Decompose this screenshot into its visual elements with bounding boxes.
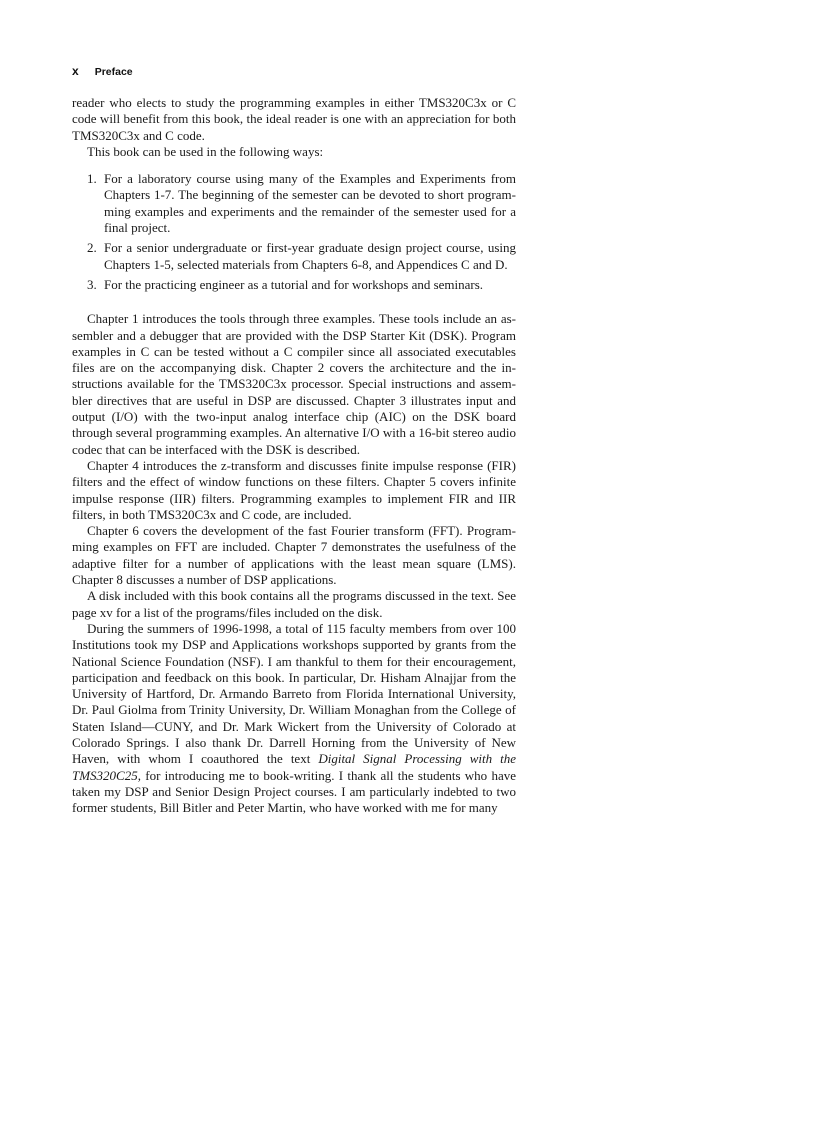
- acknowledgments-text-b: for introducing me to book-writing. I thank all the students who have taken my DSP and Senior Design Project courses. I am particularly indebted to two former students, Bill Bitler and Peter Martin, who have worked with me for many: [72, 767, 516, 816]
- usage-list: [72, 171, 516, 293]
- list-item-number: 1.: [87, 171, 97, 187]
- section-gap: [72, 297, 516, 311]
- list-item-text: For a laboratory course using many of the Examples and Experiments from Chapters 1-7. The beginning of the semester can be devoted to short programming examples and experiments and the remainder of the semester used for a final project.: [104, 171, 516, 236]
- list-item: [74, 171, 516, 236]
- paragraph-acknowledgments: [72, 621, 516, 817]
- list-item-text: For a senior undergraduate or first-year graduate design project course, using Chapters 1-5, selected materials from Chapters 6-8, and Appendices C and D.: [104, 240, 516, 272]
- list-item-text: For the practicing engineer as a tutorial and for workshops and seminars.: [104, 276, 484, 292]
- page-number: x: [72, 64, 79, 78]
- list-item: [74, 277, 516, 293]
- paragraph-chapter-4: Chapter 4 introduces the z-transform and discusses finite impulse response (FIR) filters and the effect of window functions on these filters. Chapter 5 covers infinite impulse response (IIR) filters. Programming examples to implement FIR and IIR filters, in both TMS320C3x and C code, are included.: [72, 457, 516, 522]
- paragraph-chapter-6: Chapter 6 covers the development of the fast Fourier transform (FFT). Programming examples on FFT are included. Chapter 7 demonstrates the usefulness of the adaptive filter for a number of applications with the least mean square (LMS). Chapter 8 discusses a number of DSP applications.: [72, 523, 516, 588]
- list-item-number: 3.: [87, 276, 97, 292]
- paragraph-chapter-1: Chapter 1 introduces the tools through three examples. These tools include an assembler and a debugger that are provided with the DSP Starter Kit (DSK). Program examples in C can be tested without a C compiler since all associated executables files are on the accompanying disk. Chapter 2 covers the architecture and the instructions available for the TMS320C3x processor. Special instructions and assembler directives that are useful in DSP are discussed. Chapter 3 illustrates input and output (I/O) with the two-input analog interface chip (AIC) on the DSK board through several programming examples. An alternative I/O with a 16-bit stereo audio codec that can be interfaced with the DSK is described.: [72, 311, 516, 457]
- paragraph-ways: This book can be used in the following ways:: [87, 143, 324, 159]
- acknowledgments-text-a: During the summers of 1996-1998, a total of 115 faculty members from over 100 Institutions took my DSP and Applications workshops supported by grants from the National Science Foundation (NSF). I am thankful to them for their encouragement, participation and feedback on this book. In particular, Dr. Hisham Alnajjar from the University of Hartford, Dr. Armando Barreto from Florida International University, Dr. Paul Giolma from Trinity University, Dr. William Monaghan from the College of Staten Island—CUNY, and Dr. Mark Wickert from the University of Colorado at Colorado Springs. I also thank Dr. Darrell Horning from the University of New Haven, with whom I coauthored the text: [72, 620, 516, 767]
- running-head: [72, 64, 133, 78]
- body-text: [72, 95, 516, 816]
- section-title: Preface: [94, 66, 133, 78]
- book-title: Digital Signal Processing with the TMS320C25,: [72, 751, 516, 783]
- list-item-number: 2.: [87, 240, 97, 256]
- paragraph-disk: A disk included with this book contains all the programs discussed in the text. See page xv for a list of the programs/files included on the disk.: [72, 588, 516, 620]
- paragraph-intro: reader who elects to study the programming examples in either TMS320C3x or C code will benefit from this book, the ideal reader is one with an appreciation for both TMS320C3x and C code.: [72, 95, 516, 143]
- list-item: [74, 240, 516, 273]
